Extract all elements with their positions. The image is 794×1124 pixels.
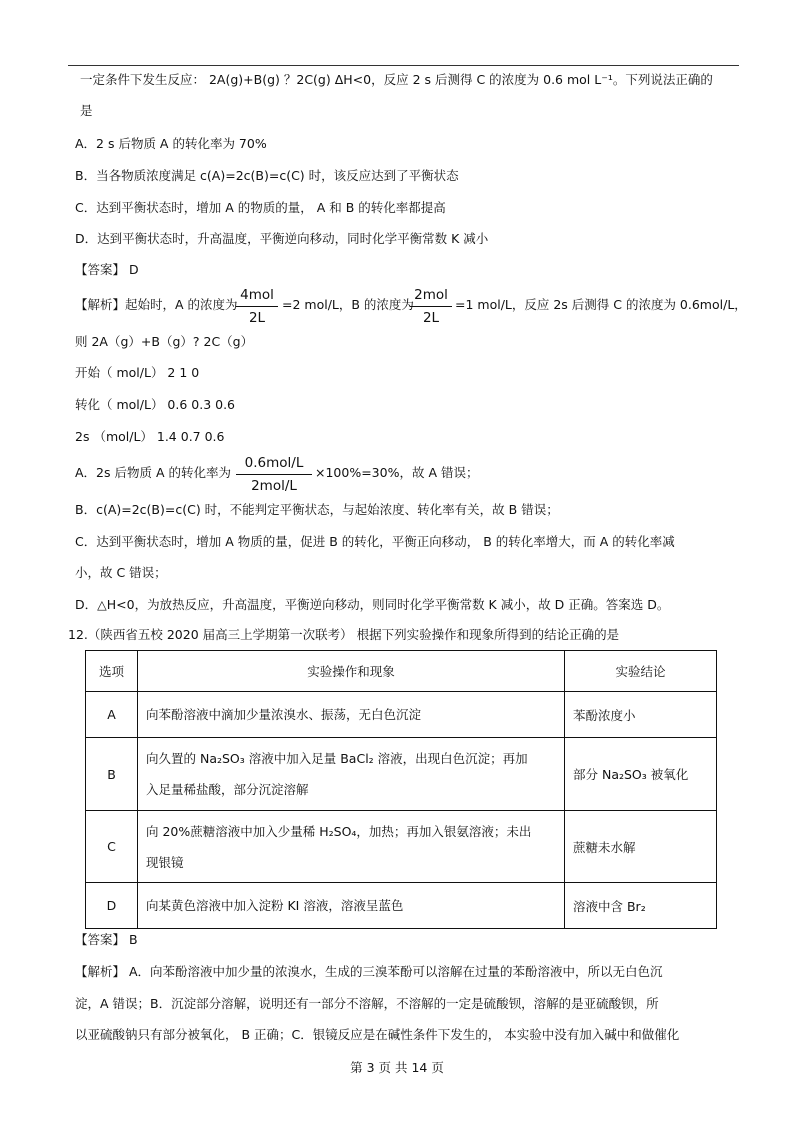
row-operation <box>138 692 565 738</box>
q11-analysis-d: D．△H<0，为放热反应，升高温度，平衡逆向移动，则同时化学平衡常数 K 减小，故 D 正确。答案选 D。 <box>75 597 670 612</box>
table-row <box>86 811 717 883</box>
q11-row-2s: 2s （mol/L） 1.4 0.7 0.6 <box>75 429 225 444</box>
q11-analysis-lead: 【解析】起始时，A 的浓度为 <box>75 297 238 312</box>
table-row <box>86 738 717 811</box>
row-conclusion: 溶液中含 Br₂ <box>565 883 717 929</box>
operation-line: 向久置的 Na₂SO₃ 溶液中加入足量 BaCl₂ 溶液，出现白色沉淀；再加 <box>146 751 528 766</box>
q11-analysis-mid1: =2 mol/L，B 的浓度为 <box>282 297 414 312</box>
row-option: A <box>86 692 138 738</box>
row-option: D <box>86 883 138 929</box>
fraction-denominator: 2L <box>248 310 266 326</box>
q11-equation: 则 2A（g）+B（g）? 2C（g） <box>75 334 254 349</box>
row-operation <box>138 811 565 883</box>
operation-line: 向某黄色溶液中加入淀粉 KI 溶液，溶液呈蓝色 <box>146 898 404 913</box>
fraction-denominator: 2mol/L <box>251 478 297 494</box>
q11-analysis-a-lead: A．2s 后物质 A 的转化率为 <box>75 465 231 480</box>
fraction-numerator: 4mol <box>240 287 274 303</box>
q11-analysis-c2: 小，故 C 错误； <box>75 565 167 580</box>
fraction-conversion <box>236 455 312 494</box>
q11-row-change: 转化（ mol/L） 0.6 0.3 0.6 <box>75 397 236 412</box>
table-row <box>86 883 717 929</box>
row-operation <box>138 738 565 811</box>
q11-analysis-mid2: =1 mol/L，反应 2s 后测得 C 的浓度为 0.6mol/L， <box>455 297 747 312</box>
q11-analysis-a-tail: ×100%=30%，故 A 错误； <box>315 465 479 480</box>
header-conclusion: 实验结论 <box>565 651 717 692</box>
header-option: 选项 <box>86 651 138 692</box>
q11-option-b: B．当各物质浓度满足 c(A)=2c(B)=c(C) 时，该反应达到了平衡状态 <box>75 168 459 183</box>
fraction-numerator: 2mol <box>414 287 448 303</box>
fraction-bar <box>410 306 452 307</box>
table-header-row <box>86 651 717 692</box>
row-option: B <box>86 738 138 811</box>
q12-analysis-line1: 【解析】 A．向苯酚溶液中加少量的浓溴水，生成的三溴苯酚可以溶解在过量的苯酚溶液中，所以无白色沉 <box>75 964 663 979</box>
header-operation: 实验操作和现象 <box>138 651 565 692</box>
operation-line: 向苯酚溶液中滴加少量浓溴水、振荡，无白色沉淀 <box>146 707 422 722</box>
q11-answer: 【答案】 D <box>75 262 139 277</box>
q11-analysis-b: B．c(A)=2c(B)=c(C) 时，不能判定平衡状态，与起始浓度、转化率有关，故 B 错误； <box>75 502 559 517</box>
fraction-bar <box>236 474 312 475</box>
row-conclusion: 部分 Na₂SO₃ 被氧化 <box>565 738 717 811</box>
q12-analysis-line3: 以亚硫酸钠只有部分被氧化， B 正确；C．银镜反应是在碱性条件下发生的， 本实验中没有加入碱中和做催化 <box>75 1027 680 1042</box>
fraction-denominator: 2L <box>422 310 440 326</box>
row-option: C <box>86 811 138 883</box>
fraction-bar <box>236 306 278 307</box>
q12-answer: 【答案】 B <box>75 932 138 947</box>
operation-line: 向 20%蔗糖溶液中加入少量稀 H₂SO₄，加热；再加入银氨溶液；未出 <box>146 823 532 839</box>
q12-analysis-line2: 淀，A 错误；B．沉淀部分溶解，说明还有一部分不溶解，不溶解的一定是硫酸钡，溶解的是亚硫酸钡，所 <box>75 996 659 1011</box>
q12-stem: 12.（陕西省五校 2020 届高三上学期第一次联考） 根据下列实验操作和现象所得到的结论正确的是 <box>68 627 620 642</box>
q11-stem-line2: 是 <box>80 103 93 118</box>
q11-analysis-c1: C．达到平衡状态时，增加 A 物质的量，促进 B 的转化，平衡正向移动， B 的转化率增大，而 A 的转化率减 <box>75 534 675 549</box>
q11-option-c: C．达到平衡状态时，增加 A 的物质的量， A 和 B 的转化率都提高 <box>75 200 446 215</box>
table-row <box>86 692 717 738</box>
q11-stem-line1: 一定条件下发生反应： 2A(g)+B(g) ？2C(g) ΔH<0，反应 2 s 后测得 C 的浓度为 0.6 mol L⁻¹。下列说法正确的 <box>80 72 713 87</box>
fraction-numerator: 0.6mol/L <box>244 455 304 471</box>
page-footer: 第 3 页 共 14 页 <box>350 1060 444 1075</box>
row-conclusion: 苯酚浓度小 <box>565 692 717 738</box>
header-rule <box>68 65 739 66</box>
fraction-a-concentration <box>236 287 278 326</box>
operation-line: 入足量稀盐酸，部分沉淀溶解 <box>146 782 309 797</box>
row-conclusion: 蔗糖未水解 <box>565 811 717 883</box>
q11-option-a: A．2 s 后物质 A 的转化率为 70% <box>75 136 267 151</box>
q11-row-start: 开始（ mol/L） 2 1 0 <box>75 365 200 380</box>
experiment-table <box>85 650 717 929</box>
operation-line: 现银镜 <box>146 854 184 870</box>
q11-option-d: D．达到平衡状态时，升高温度，平衡逆向移动，同时化学平衡常数 K 减小 <box>75 231 489 246</box>
fraction-b-concentration <box>410 287 452 326</box>
row-operation <box>138 883 565 929</box>
